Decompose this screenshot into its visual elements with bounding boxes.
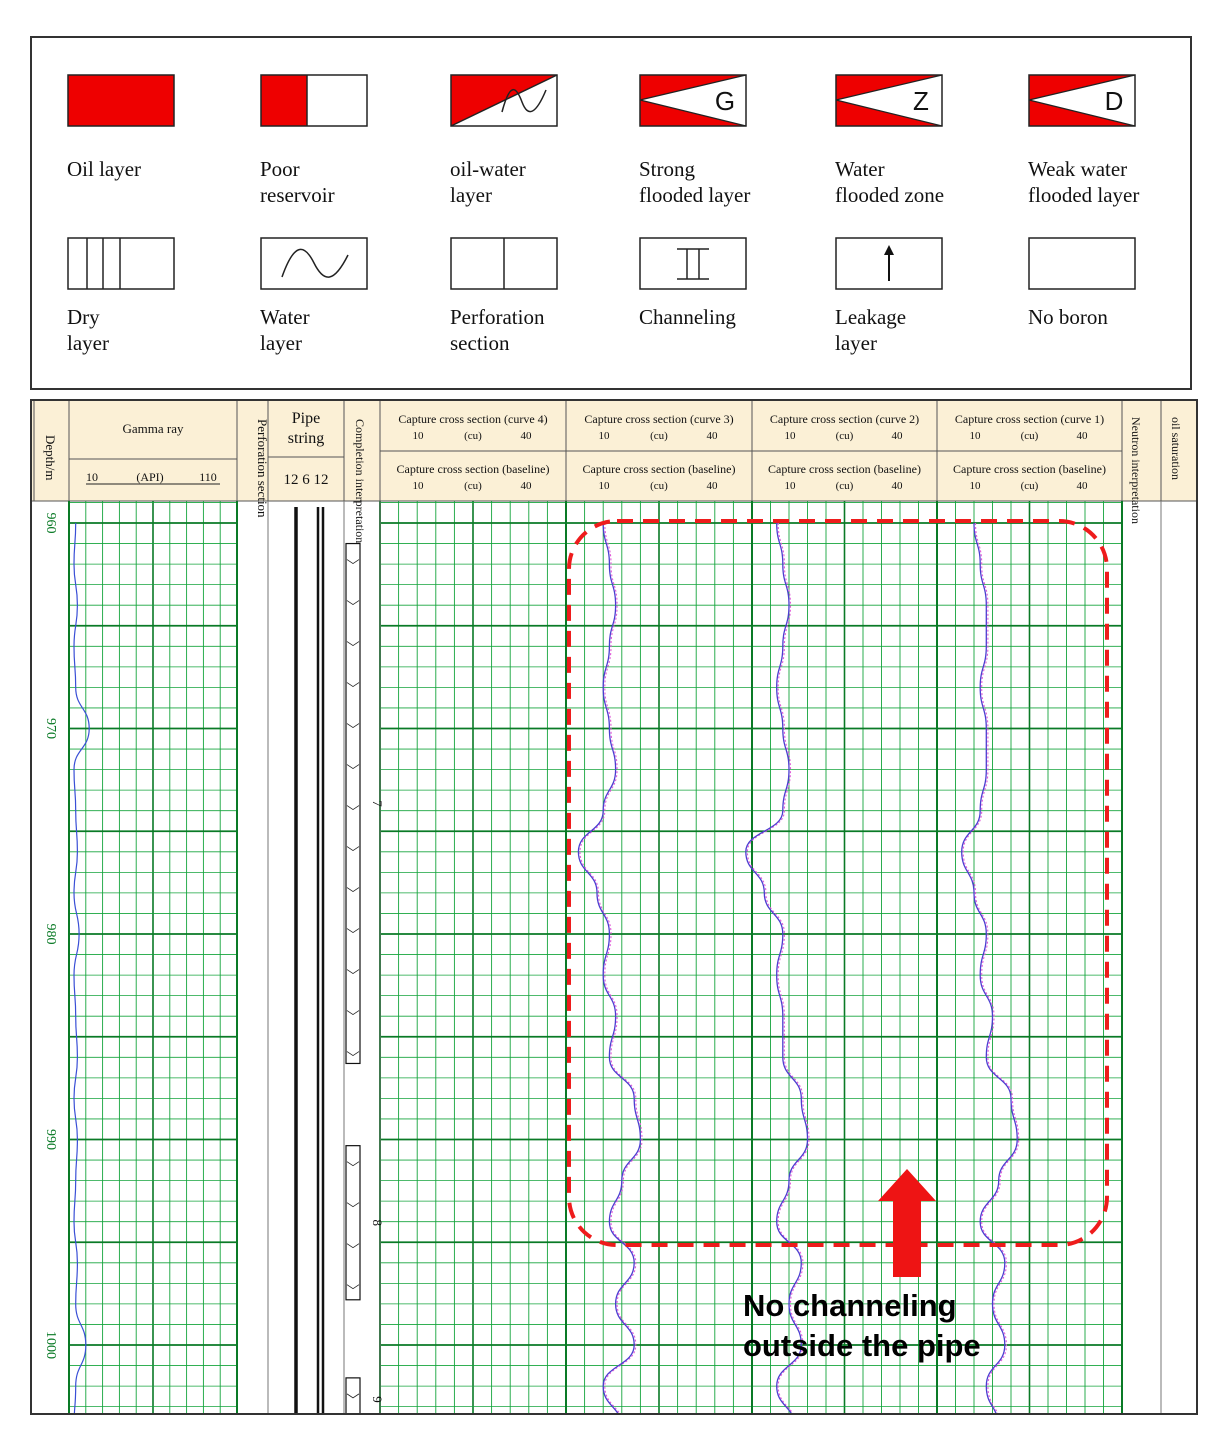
capture-track-3-bottom-unit: (cu) xyxy=(835,480,854,492)
depth-tick-label: 980 xyxy=(42,923,58,945)
capture-curve xyxy=(962,523,1018,1413)
capture-track-4-bottom-unit: (cu) xyxy=(1020,480,1039,492)
legend-label: Poor reservoir xyxy=(260,157,335,207)
channeling-symbol-icon xyxy=(639,237,749,291)
annotation-line-1: No channeling xyxy=(743,1288,957,1323)
poor-symbol-icon xyxy=(260,74,370,128)
legend-label: Dry layer xyxy=(67,305,109,355)
log-curves xyxy=(74,523,1019,1413)
capture-track-4-bottom-max: 40 xyxy=(1076,480,1088,492)
oil-saturation-header: oil saturation xyxy=(1169,417,1183,480)
legend-box xyxy=(30,36,1192,390)
completion-number: 9 xyxy=(370,1396,385,1403)
log-grid xyxy=(43,501,1161,1413)
capture-track-3-bottom-min: 10 xyxy=(784,480,796,492)
capture-track-2-bottom-min: 10 xyxy=(598,480,610,492)
depth-tick-label: 960 xyxy=(42,512,58,534)
depth-header: Depth/m xyxy=(43,435,58,481)
depth-tick-label: 970 xyxy=(42,718,58,739)
completion-header: Completion interpretation xyxy=(353,419,367,544)
strong-symbol-icon xyxy=(639,74,749,128)
completion-interval xyxy=(346,1378,360,1413)
capture-track-1-top-title: Capture cross section (curve 4) xyxy=(398,412,548,426)
legend-label: oil-water layer xyxy=(450,157,526,207)
completion-interval xyxy=(346,1146,360,1300)
legend-item-dry xyxy=(67,237,247,356)
capture-track-2-bottom-max: 40 xyxy=(706,480,718,492)
legend-label: Water flooded zone xyxy=(835,157,945,207)
capture-track-1-top-min: 10 xyxy=(412,430,424,442)
capture-track-3-top-max: 40 xyxy=(891,430,903,442)
capture-track-4-top-title: Capture cross section (curve 1) xyxy=(954,412,1105,426)
capture-track-1-bottom-unit: (cu) xyxy=(464,480,482,492)
gamma-scale-min: 10 xyxy=(86,470,98,484)
water-flooded-symbol-icon xyxy=(835,74,945,128)
capture-track-1-bottom-max: 40 xyxy=(520,480,532,492)
capture-track-3-top-title: Capture cross section (curve 2) xyxy=(769,412,920,426)
capture-track-1-top-unit: (cu) xyxy=(464,430,482,442)
capture-curve xyxy=(578,523,640,1413)
completion-number: 8 xyxy=(370,1219,385,1226)
oil-symbol-icon xyxy=(67,74,177,128)
capture-track-4-top-max: 40 xyxy=(1076,430,1088,442)
depth-tick-label: 990 xyxy=(42,1129,58,1150)
legend-item-leakage xyxy=(835,237,1015,356)
neutron-header: Neutron interpretation xyxy=(1129,417,1143,524)
capture-baseline-curve xyxy=(580,523,642,1413)
no-channeling-highlight-box xyxy=(569,521,1107,1245)
depth-tick-label: 1000 xyxy=(42,1331,58,1359)
legend-item-oilwater xyxy=(450,74,630,208)
capture-track-4-bottom-min: 10 xyxy=(969,480,981,492)
legend-item-noboron xyxy=(1028,237,1208,330)
capture-track-2-top-min: 10 xyxy=(598,430,610,442)
annotation-line-2: outside the pipe xyxy=(743,1328,981,1363)
upward-arrow-icon xyxy=(878,1169,936,1277)
pipe-header-title-2: string xyxy=(287,430,325,447)
capture-track-4-top-unit: (cu) xyxy=(1020,430,1039,442)
legend-label: Water layer xyxy=(260,305,310,355)
gamma-scale-unit: (API) xyxy=(136,470,164,484)
gamma-scale-max: 110 xyxy=(199,470,217,484)
legend-label: Strong flooded layer xyxy=(639,157,751,207)
pipe-header-title-1: Pipe xyxy=(291,410,321,427)
gamma-header-title: Gamma ray xyxy=(122,421,184,436)
completion-number: 7 xyxy=(370,800,385,807)
legend-item-perforation xyxy=(450,237,630,356)
legend-item-water-flooded xyxy=(835,74,1015,208)
capture-baseline-curve xyxy=(963,523,1019,1413)
well-log-chart xyxy=(32,401,1196,1413)
weak-symbol-icon xyxy=(1028,74,1138,128)
leakage-symbol-icon xyxy=(835,237,945,291)
capture-curve xyxy=(746,523,808,1413)
legend-label: Weak water flooded layer xyxy=(1028,157,1140,207)
capture-track-1-top-max: 40 xyxy=(520,430,532,442)
legend-label: Perforation section xyxy=(450,305,545,355)
noboron-symbol-icon xyxy=(1028,237,1138,291)
legend-item-oil xyxy=(67,74,247,182)
capture-track-1-bottom-title: Capture cross section (baseline) xyxy=(396,462,550,476)
perforation-symbol-icon xyxy=(450,237,560,291)
capture-track-2-bottom-unit: (cu) xyxy=(650,480,668,492)
capture-track-2-top-unit: (cu) xyxy=(650,430,668,442)
capture-track-1-bottom-min: 10 xyxy=(412,480,424,492)
legend-label: No boron xyxy=(1028,305,1108,329)
capture-track-2-bottom-title: Capture cross section (baseline) xyxy=(582,462,736,476)
capture-track-3-top-unit: (cu) xyxy=(835,430,854,442)
oilwater-symbol-icon xyxy=(450,74,560,128)
capture-baseline-curve xyxy=(747,523,809,1413)
legend-letter: G xyxy=(714,86,736,116)
legend-item-weak xyxy=(1028,74,1208,208)
capture-track-3-bottom-title: Capture cross section (baseline) xyxy=(768,462,921,476)
legend-label: Leakage layer xyxy=(835,305,907,355)
capture-track-3-top-min: 10 xyxy=(784,430,796,442)
dry-symbol-icon xyxy=(67,237,177,291)
capture-track-3-bottom-max: 40 xyxy=(891,480,903,492)
perforation-header: Perforation section xyxy=(255,419,270,518)
legend-label: Channeling xyxy=(639,305,736,329)
legend-letter: D xyxy=(1104,86,1124,116)
completion-interval xyxy=(346,544,360,1064)
legend-item-poor xyxy=(260,74,440,208)
legend-item-channeling xyxy=(639,237,819,330)
gamma-ray-curve xyxy=(74,523,89,1413)
capture-track-2-top-title: Capture cross section (curve 3) xyxy=(584,412,734,426)
capture-track-2-top-max: 40 xyxy=(706,430,718,442)
capture-track-4-bottom-title: Capture cross section (baseline) xyxy=(953,462,1106,476)
legend-item-strong xyxy=(639,74,819,208)
legend-item-water xyxy=(260,237,440,356)
water-symbol-icon xyxy=(260,237,370,291)
log-overlay xyxy=(569,521,1107,1277)
legend-letter: Z xyxy=(913,86,929,116)
well-log-panel xyxy=(30,399,1198,1415)
capture-track-4-top-min: 10 xyxy=(969,430,981,442)
legend-label: Oil layer xyxy=(67,157,142,181)
pipe-scale: 12 6 12 xyxy=(283,472,329,488)
